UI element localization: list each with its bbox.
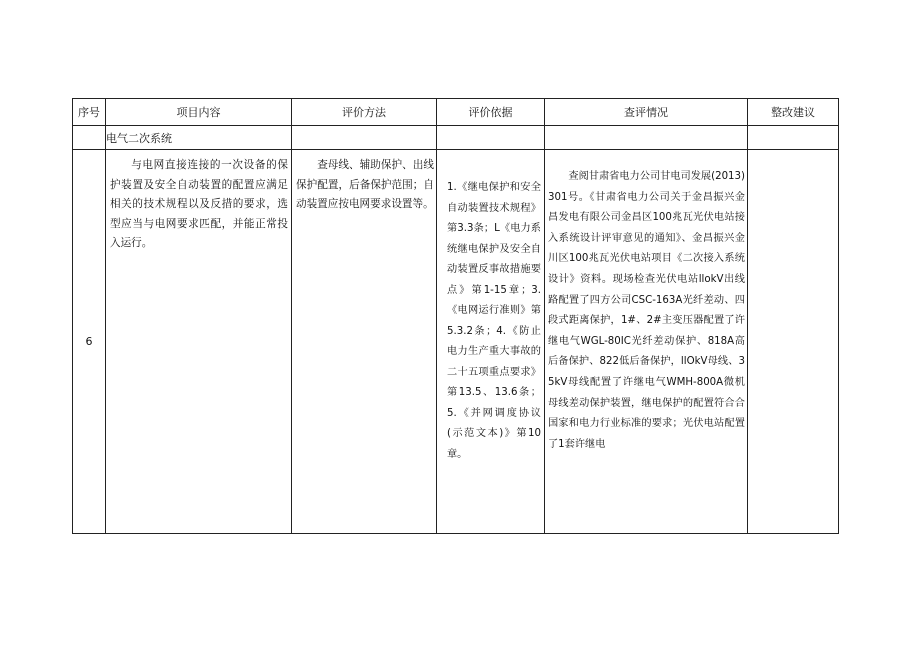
section-basis-cell — [437, 126, 545, 150]
header-item-content: 项目内容 — [106, 99, 292, 126]
header-suggestion: 整改建议 — [748, 99, 839, 126]
item-content-text: 与电网直接连接的一次设备的保护装置及安全自动装置的配置应满足相关的技术规程以及反措的要求，选型应当与电网要求匹配，并能正常投入运行。 — [110, 159, 288, 249]
header-number: 序号 — [73, 99, 106, 126]
suggestion-cell — [748, 150, 839, 534]
item-content-cell — [106, 150, 292, 534]
header-review: 查评情况 — [545, 99, 748, 126]
row-number: 6 — [73, 150, 106, 534]
table-row — [73, 150, 839, 534]
header-method: 评价方法 — [292, 99, 437, 126]
section-suggestion-cell — [748, 126, 839, 150]
method-text: 查母线、辅助保护、出线保护配置，后备保护范围；自动装置应按电网要求设置等。 — [296, 159, 434, 210]
method-cell — [292, 150, 437, 534]
header-row — [73, 99, 839, 126]
review-cell — [545, 150, 748, 534]
basis-text: 1.《继电保护和安全自动装置技术规程》第3.3条；L《电力系统继电保护及安全自动装置反事故措施要点》第1-15章；3.《电网运行准则》第5.3.2条；4.《防止电力生产重大事故的二十五项重点要求》第13.5、13.6条；5.《并网调度协议(示范文本)》第10章。 — [447, 182, 541, 460]
basis-cell — [437, 150, 545, 534]
section-title: 电气二次系统 — [106, 126, 292, 150]
section-number-cell — [73, 126, 106, 150]
section-method-cell — [292, 126, 437, 150]
header-basis: 评价依据 — [437, 99, 545, 126]
evaluation-table — [72, 98, 839, 534]
review-text: 查阅甘肃省电力公司甘电司发展(2013)301号。《甘肃省电力公司关于金昌振兴金昌发电有限公司金昌区100兆瓦光伏电站接入系统设计评审意见的通知》、金昌振兴金川区100兆瓦光伏电站项目《二次接入系统设计》资料。现场检查光伏电站llokV出线路配置了四方公司CSC-163A光纤差动、四段式距离保护，1#、2#主变压器配置了许继电气WGL-80IC光纤差动保护、818A高后备保护、822低后备保护，llOkV母线、35kV母线配置了许继电气WMH-800A微机母线差动保护装置，继电保护的配置符合合国家和电力行业标准的要求；光伏电站配置了1套许继电 — [548, 171, 745, 450]
section-review-cell — [545, 126, 748, 150]
section-row — [73, 126, 839, 150]
